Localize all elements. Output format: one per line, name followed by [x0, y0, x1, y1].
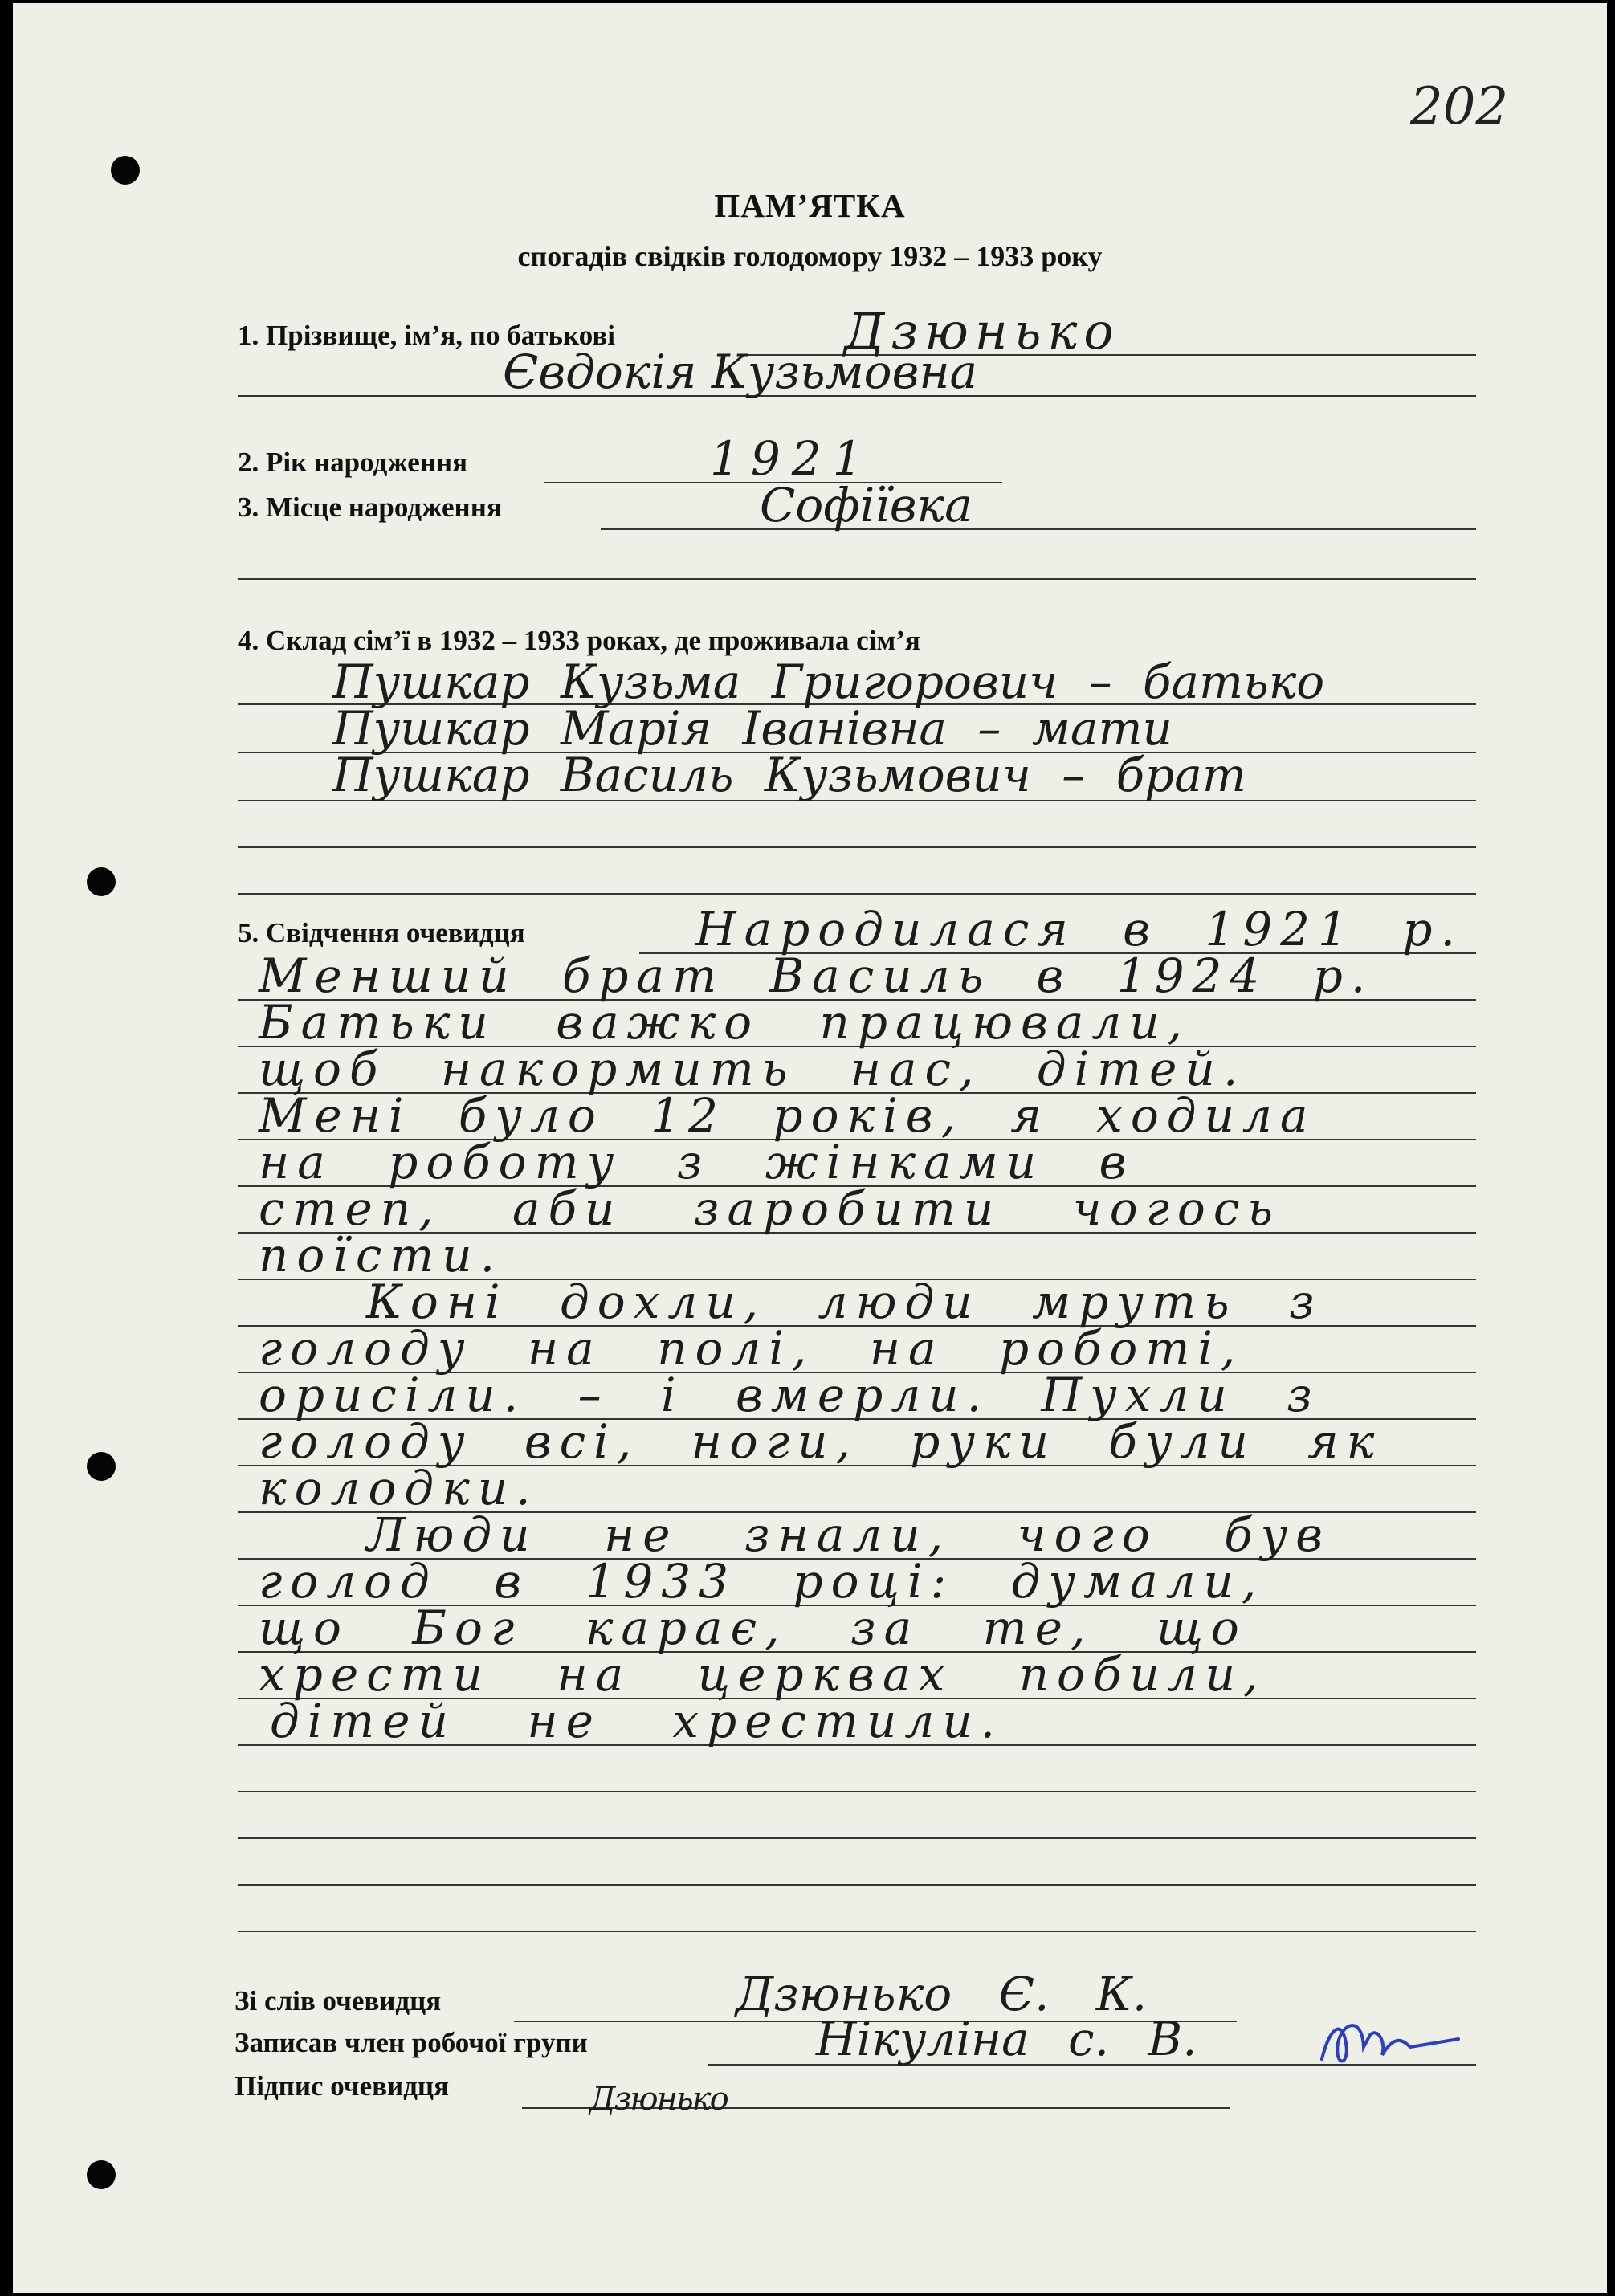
words-of-witness-label: Зі слів очевидця: [235, 1985, 442, 2017]
handwritten-testimony-line: Коні дохли, люди мруть з: [366, 1274, 1323, 1329]
form-title: ПАМ’ЯТКА: [714, 187, 906, 224]
handwritten-testimony-line: голод в 1933 році: думали,: [259, 1554, 1265, 1609]
rule: [238, 578, 1476, 580]
handwritten-testimony-line: голоду на полі, на роботі,: [259, 1321, 1244, 1376]
handwritten-testimony-line: Люди не знали, чого був: [366, 1507, 1332, 1562]
field-4-label: 4. Склад сім’ї в 1932 – 1933 роках, де проживала сім’я: [238, 625, 920, 656]
handwritten-testimony-line: щоб накормить нас, дітей.: [259, 1042, 1246, 1096]
handwritten-family-line: Пушкар Марія Іванівна – мати: [332, 701, 1173, 756]
handwritten-recorder-name: Нікуліна с. В.: [816, 2012, 1197, 2066]
handwritten-name-patronymic: Євдокія Кузьмовна: [503, 345, 978, 399]
rule: [238, 1931, 1476, 1932]
handwritten-testimony-line: голоду всі, ноги, руки були як: [259, 1414, 1383, 1469]
handwritten-testimony-line: Батьки важко працювали,: [259, 995, 1191, 1050]
field-3-label: 3. Місце народження: [238, 491, 502, 523]
handwritten-testimony-line: дітей не хрестили.: [270, 1694, 1004, 1748]
form-subtitle: спогадів свідків голодомору 1932 – 1933 року: [517, 240, 1103, 272]
rule: [238, 1884, 1476, 1886]
field-1-label: 1. Прізвище, ім’я, по батькові: [238, 320, 615, 351]
rule: [238, 1837, 1476, 1839]
punch-hole: [87, 867, 116, 896]
form-sheet: [13, 3, 1607, 2293]
handwritten-birth-place: Софіївка: [760, 478, 973, 532]
rule: [601, 528, 1476, 530]
handwritten-birth-year: 1921: [710, 431, 874, 486]
handwritten-testimony-line: Мені було 12 років, я ходила: [259, 1088, 1316, 1143]
recorded-by-label: Записав член робочої групи: [235, 2027, 588, 2058]
handwritten-testimony-line: Народилася в 1921 р.: [695, 902, 1463, 956]
handwritten-testimony-line: що Бог карає, за те, що: [259, 1601, 1247, 1655]
handwritten-testimony-line: степ, аби заробити чогось: [259, 1181, 1281, 1236]
field-5-label: 5. Свідчення очевидця: [238, 917, 525, 948]
handwritten-testimony-line: на роботу з жінками в: [259, 1135, 1135, 1189]
handwritten-surname: Дзюнько: [844, 302, 1120, 361]
handwritten-testimony-line: орисіли. – і вмерли. Пухли з: [259, 1368, 1320, 1422]
handwritten-witness-signature: Дзюнько: [589, 2081, 728, 2118]
rule: [238, 893, 1476, 895]
handwritten-family-line: Пушкар Кузьма Григорович – батько: [332, 655, 1325, 709]
punch-hole: [87, 1452, 116, 1481]
handwritten-testimony-line: колодки.: [259, 1461, 539, 1515]
handwritten-testimony-line: поїсти.: [259, 1228, 504, 1283]
recorder-signature: [1314, 2011, 1466, 2075]
field-2-label: 2. Рік народження: [238, 447, 468, 478]
page-number: 202: [1410, 77, 1509, 137]
handwritten-testimony-line: Менший брат Василь в 1924 р.: [259, 948, 1374, 1003]
witness-signature-label: Підпис очевидця: [235, 2070, 450, 2102]
handwritten-family-line: Пушкар Василь Кузьмович – брат: [332, 748, 1246, 802]
handwritten-testimony-line: хрести на церквах побили,: [259, 1647, 1266, 1702]
punch-hole: [87, 2160, 116, 2189]
rule: [238, 1791, 1476, 1792]
rule: [238, 846, 1476, 848]
handwritten-witness-name: Дзюнько Є. К.: [736, 1967, 1148, 2021]
punch-hole: [111, 156, 140, 185]
